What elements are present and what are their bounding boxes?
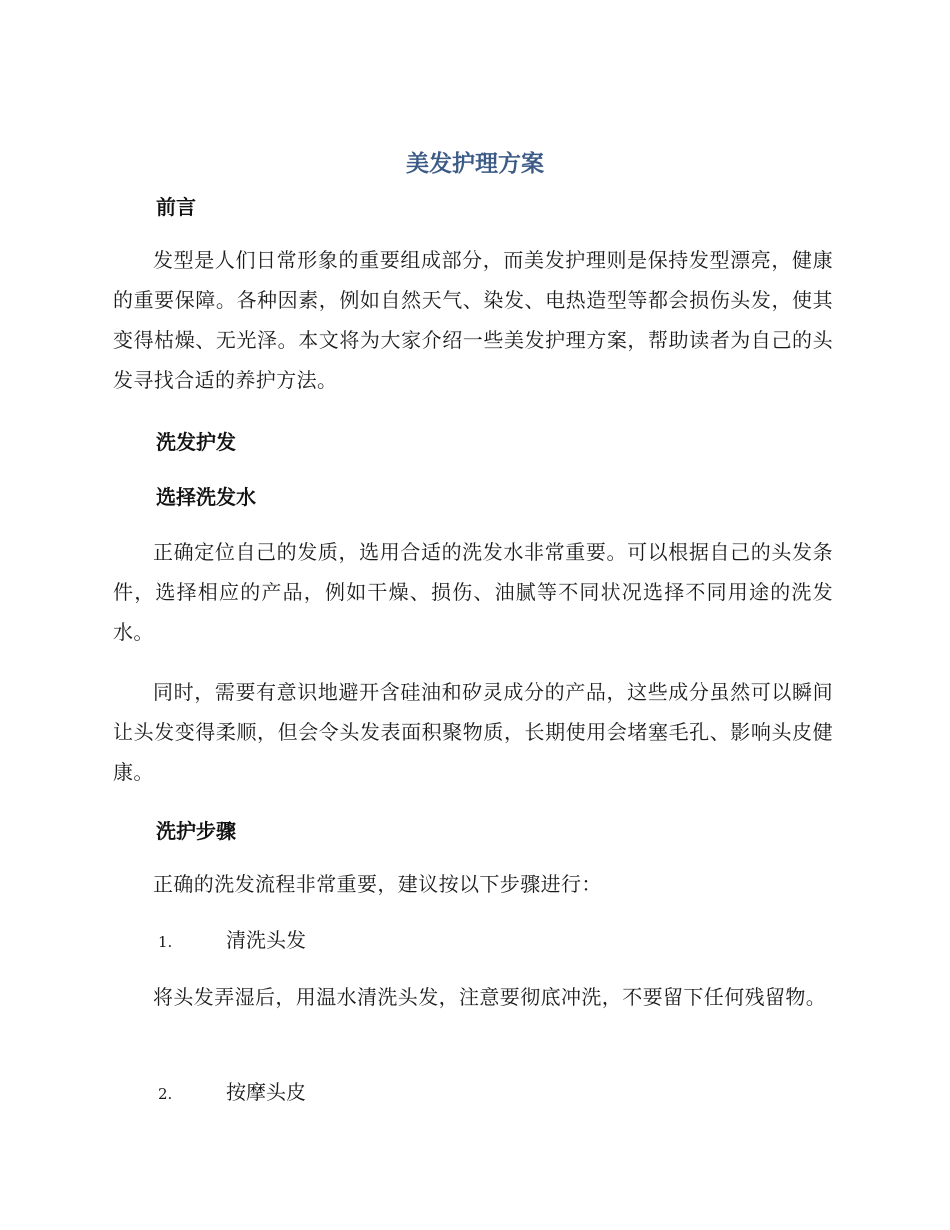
- paragraph-step-1: 将头发弄湿后，用温水清洗头发，注意要彻底冲洗，不要留下任何残留物。: [153, 985, 827, 1009]
- paragraph-steps-intro: 正确的洗发流程非常重要，建议按以下步骤进行：: [153, 872, 602, 896]
- list-label: 清洗头发: [226, 928, 306, 952]
- document-title: 美发护理方案: [406, 151, 544, 177]
- list-item-step-2: [158, 1077, 306, 1109]
- heading-preface: 前言: [156, 195, 196, 219]
- list-number: 2.: [158, 1085, 173, 1103]
- heading-choose-shampoo: 选择洗发水: [156, 485, 256, 509]
- list-item-step-1: [158, 925, 306, 957]
- paragraph-choose-shampoo-1: 正确定位自己的发质，选用合适的洗发水非常重要。可以根据自己的头发条件，选择相应的产品，例如干燥、损伤、油腻等不同状况选择不同用途的洗发水。: [113, 540, 833, 644]
- heading-wash-steps: 洗护步骤: [156, 819, 236, 843]
- heading-wash-care: 洗发护发: [156, 430, 236, 454]
- list-label: 按摩头皮: [226, 1080, 306, 1104]
- paragraph-choose-shampoo-2: 同时，需要有意识地避开含硅油和矽灵成分的产品，这些成分虽然可以瞬间让头发变得柔顺，但会令头发表面积聚物质，长期使用会堵塞毛孔、影响头皮健康。: [113, 680, 833, 784]
- list-number: 1.: [158, 933, 173, 951]
- paragraph-preface: 发型是人们日常形象的重要组成部分，而美发护理则是保持发型漂亮，健康的重要保障。各种因素，例如自然天气、染发、电热造型等都会损伤头发，使其变得枯燥、无光泽。本文将为大家介绍一些美发护理方案，帮助读者为自己的头发寻找合适的养护方法。: [113, 248, 833, 392]
